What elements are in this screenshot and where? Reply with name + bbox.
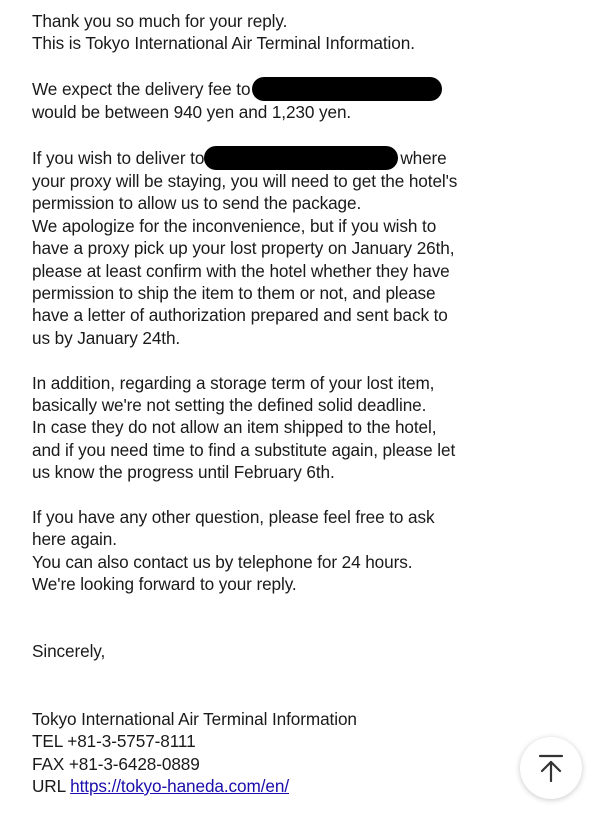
proxy-line-prefix: If you wish to deliver to <box>32 148 205 168</box>
storage-line: In case they do not allow an item shipped to the hotel, <box>32 417 437 438</box>
website-link[interactable]: https://tokyo-haneda.com/en/ <box>70 775 289 796</box>
proxy-line: us by January 24th. <box>32 327 181 348</box>
proxy-line: We apologize for the inconvenience, but if you wish to <box>32 215 437 236</box>
closing <box>32 640 482 662</box>
signature-tel: TEL +81-3-5757-8111 <box>32 731 196 752</box>
signature-url-line <box>32 775 482 797</box>
proxy-line: permission to ship the item to them or not, and please <box>32 283 436 304</box>
storage-line: us know the progress until February 6th. <box>32 462 335 483</box>
intro-line: Thank you so much for your reply. <box>32 11 288 31</box>
signature-block <box>32 708 482 798</box>
proxy-line <box>32 146 482 170</box>
delivery-fee-paragraph <box>32 77 482 123</box>
arrow-up-to-top-icon <box>537 753 565 783</box>
signature-url-label: URL <box>32 775 66 796</box>
proxy-line: have a proxy pick up your lost property on January 26th, <box>32 238 455 259</box>
proxy-line: please at least confirm with the hotel whether they have <box>32 260 450 281</box>
proxy-line-suffix: where <box>400 148 447 168</box>
storage-line: basically we're not setting the defined solid deadline. <box>32 395 427 416</box>
proxy-line: your proxy will be staying, you will need to get the hotel's <box>32 171 458 191</box>
intro-paragraph <box>32 10 482 55</box>
storage-line: and if you need time to find a substitute again, please let <box>32 439 456 460</box>
redaction-mark <box>204 146 398 170</box>
questions-paragraph <box>32 506 482 596</box>
proxy-line: have a letter of authorization prepared and sent back to <box>32 305 448 326</box>
storage-paragraph <box>32 372 482 484</box>
scroll-to-top-button[interactable] <box>520 737 582 799</box>
fee-line <box>32 77 482 101</box>
redaction-mark <box>252 77 442 101</box>
proxy-paragraph <box>32 146 482 349</box>
fee-line: would be between 940 yen and 1,230 yen. <box>32 102 352 123</box>
questions-line: You can also contact us by telephone for 24 hours. <box>32 551 413 572</box>
intro-line: This is Tokyo International Air Terminal Information. <box>32 33 415 54</box>
questions-line: If you have any other question, please feel free to ask <box>32 507 435 528</box>
email-body <box>32 10 482 797</box>
signature-fax: FAX +81-3-6428-0889 <box>32 753 200 774</box>
questions-line: We're looking forward to your reply. <box>32 574 297 595</box>
proxy-line: permission to allow us to send the package. <box>32 193 362 214</box>
closing-line: Sincerely, <box>32 641 106 662</box>
storage-line: In addition, regarding a storage term of your lost item, <box>32 372 435 393</box>
fee-line-prefix: We expect the delivery fee to <box>32 79 251 100</box>
signature-org: Tokyo International Air Terminal Information <box>32 708 357 729</box>
questions-line: here again. <box>32 529 117 550</box>
